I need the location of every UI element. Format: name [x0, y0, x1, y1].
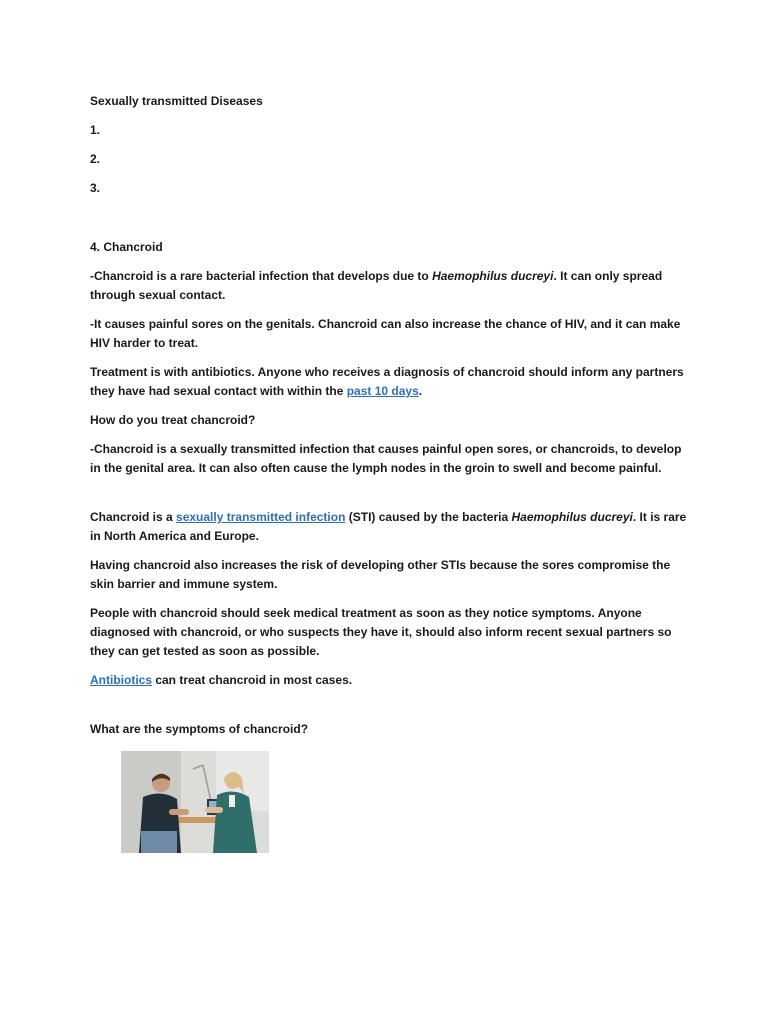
paragraph-treatment: [90, 363, 690, 401]
list-item-1: 1.: [90, 123, 101, 137]
paragraph-sti-text: Chancroid is a: [90, 510, 177, 524]
paragraph-antibiotics: [90, 671, 690, 690]
paragraph-sti-definition: [90, 508, 690, 546]
paragraph-sores: -It causes painful sores on the genitals. Chancroid can also increase the chance of HIV, and it can make HIV harder to treat.: [90, 317, 681, 350]
paragraph-sti-end: . It is rare in North America and Europe.: [90, 510, 687, 543]
paragraph-risk: Having chancroid also increases the risk of developing other STIs because the sores compromise the skin barrier and immune system.: [90, 558, 671, 591]
question-symptoms: What are the symptoms of chancroid?: [90, 722, 309, 736]
paragraph-antibiotics-text: can treat chancroid in most cases.: [152, 673, 353, 687]
paragraph-sti-mid: (STI) caused by the bacteria: [345, 510, 512, 524]
link-past-10-days[interactable]: past 10 days: [346, 384, 419, 398]
bacteria-name: Haemophilus ducreyi: [432, 269, 554, 283]
list-item-3: 3.: [90, 181, 101, 195]
link-antibiotics[interactable]: Antibiotics: [90, 673, 152, 687]
document-body: [90, 92, 690, 853]
section-heading-chancroid: 4. Chancroid: [90, 240, 163, 254]
document-title: Sexually transmitted Diseases: [90, 94, 263, 108]
paragraph-cause-text: -Chancroid is a rare bacterial infection that develops due to: [90, 269, 433, 283]
bacteria-name-2: Haemophilus ducreyi: [511, 510, 633, 524]
list-item-2: 2.: [90, 152, 101, 166]
paragraph-cause: [90, 267, 690, 305]
paragraph-treatment-text: Treatment is with antibiotics. Anyone who receives a diagnosis of chancroid should inform any partners they have had sexual contact with within the: [90, 365, 684, 398]
paragraph-seek-treatment: People with chancroid should seek medical treatment as soon as they notice symptoms. Anyone diagnosed with chancroid, or who suspects they have it, should also inform recent sexual partners so they can get tested as soon as possible.: [90, 606, 672, 658]
paragraph-description: -Chancroid is a sexually transmitted infection that causes painful open sores, or chancroids, to develop in the genital area. It can also often cause the lymph nodes in the groin to swell and become painful.: [90, 442, 682, 475]
question-how-to-treat: How do you treat chancroid?: [90, 413, 256, 427]
link-sexually-transmitted-infection[interactable]: sexually transmitted infection: [176, 510, 346, 524]
paragraph-treatment-end: .: [418, 384, 423, 398]
paragraph-cause-text-end: . It can only spread through sexual contact.: [90, 269, 663, 302]
consultation-photo: [121, 751, 269, 853]
